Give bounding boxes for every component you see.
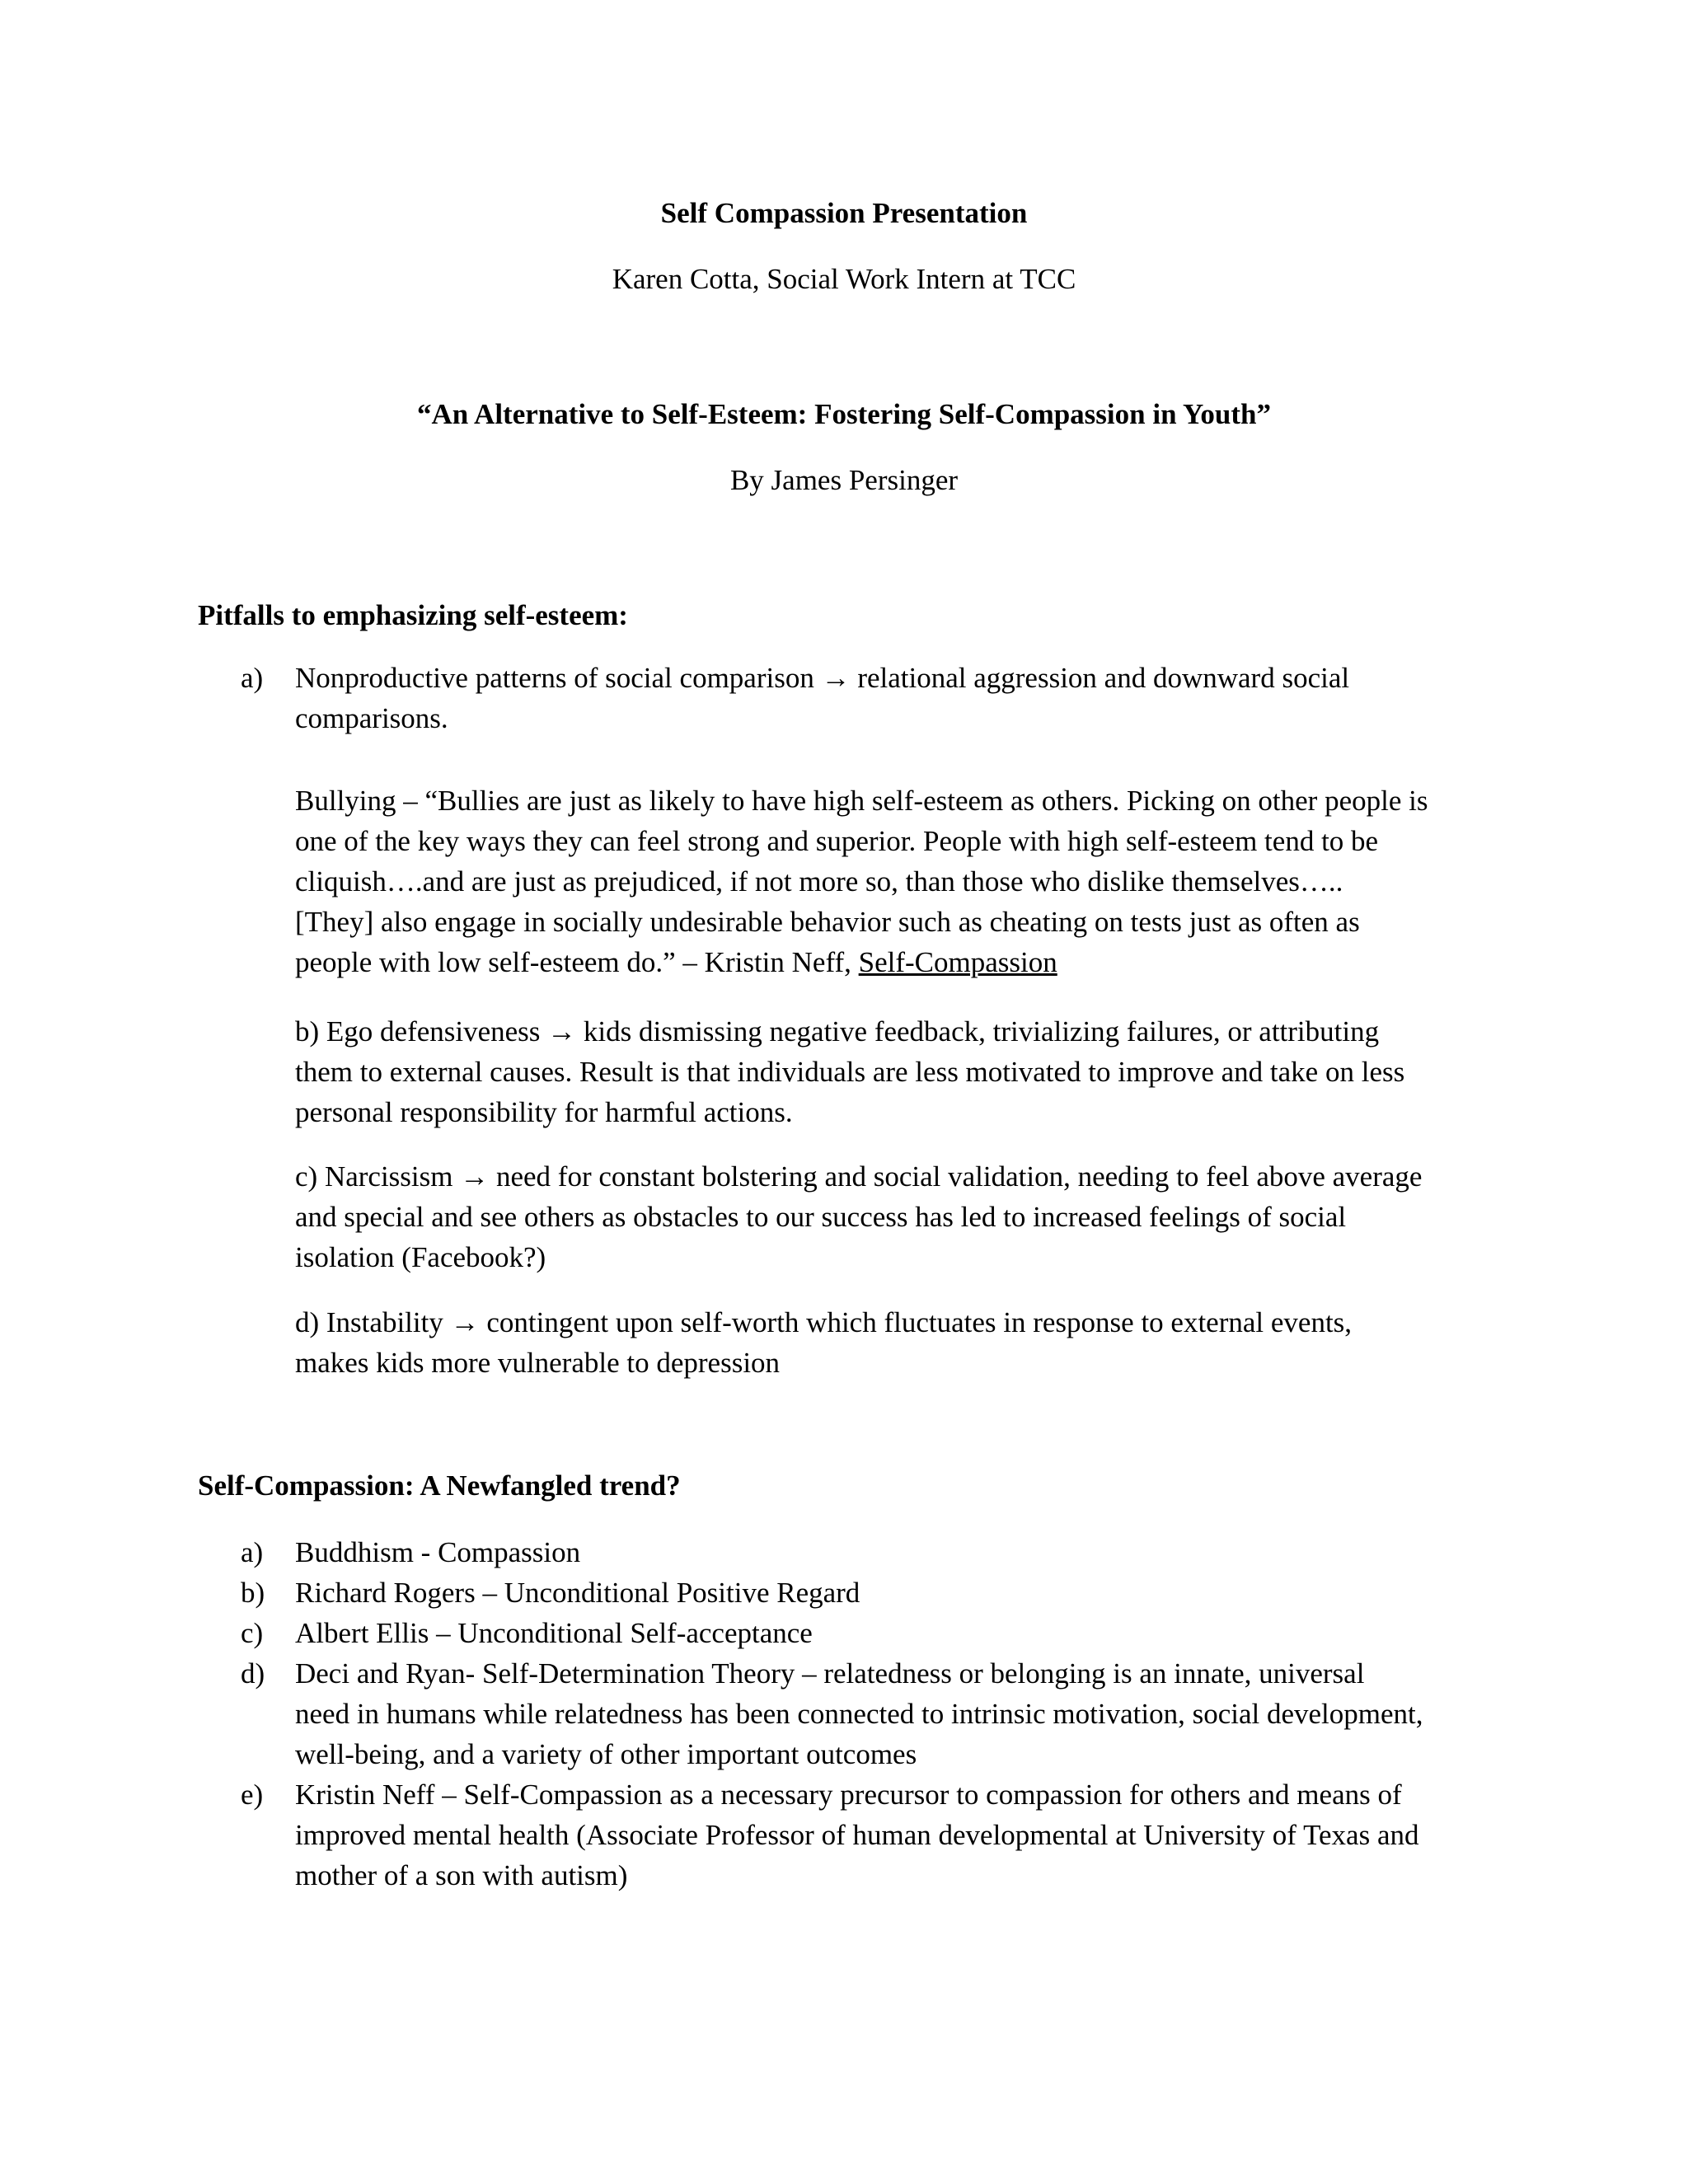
bullying-line-5 [295,942,1507,982]
trend-d-line-1: Deci and Ryan- Self-Determination Theory – relatedness or belonging is an innate, universal [295,1657,1365,1690]
list-marker: a) [241,1536,264,1568]
pitfall-d-line-1: d) Instability → contingent upon self-worth which fluctuates in response to external events, [295,1306,1353,1338]
trend-c-line-1: Albert Ellis – Unconditional Self-acceptance [295,1617,813,1649]
pitfall-a-line-1: Nonproductive patterns of social comparison → relational aggression and downward social [295,662,1350,694]
trend-e-line-1: Kristin Neff – Self-Compassion as a necessary precursor to compassion for others and means of [295,1779,1402,1811]
bullying-line-1: Bullying – “Bullies are just as likely to have high self-esteem as others. Picking on other people is [295,785,1428,817]
list-marker: e) [241,1779,264,1811]
article-title: “An Alternative to Self-Esteem: Fostering Self-Compassion in Youth” [416,398,1271,430]
pitfall-c-line-1: c) Narcissism → need for constant bolstering and social validation, needing to feel above average [295,1160,1423,1193]
list-marker: d) [241,1657,265,1690]
bullying-quote-paragraph [295,780,1507,982]
bullying-line-4: [They] also engage in socially undesirable behavior such as cheating on tests just as often as [295,906,1360,938]
book-citation: Self-Compassion [858,946,1057,978]
list-marker: b) [241,1577,265,1609]
trend-e-line-2: improved mental health (Associate Professor of human developmental at University of Texas and [295,1819,1419,1851]
pitfall-b-line-3: personal responsibility for harmful actions. [295,1096,793,1128]
pitfall-d-line-2: makes kids more vulnerable to depression [295,1347,781,1379]
trend-a-line-1: Buddhism - Compassion [295,1536,581,1568]
bullying-line-5-text: people with low self-esteem do.” – Kristin Neff, [295,946,859,978]
pitfall-a-line-2: comparisons. [295,702,448,734]
trend-d-line-3: well-being, and a variety of other important outcomes [295,1738,917,1770]
pitfall-c-line-3: isolation (Facebook?) [295,1241,546,1273]
section-heading-trend: Self-Compassion: A Newfangled trend? [198,1469,681,1502]
trend-d-line-2: need in humans while relatedness has been connected to intrinsic motivation, social development, [295,1698,1423,1730]
presenter-line: Karen Cotta, Social Work Intern at TCC [612,263,1076,295]
trend-b-line-1: Richard Rogers – Unconditional Positive Regard [295,1577,860,1609]
pitfall-paragraph-b [295,1011,1507,1132]
pitfall-paragraph-c [295,1156,1507,1277]
list-marker: c) [241,1617,264,1649]
pitfall-c-line-2: and special and see others as obstacles to our success has led to increased feelings of social [295,1201,1347,1233]
bullying-line-2: one of the key ways they can feel strong and superior. People with high self-esteem tend to be [295,825,1379,857]
pitfall-b-line-2: them to external causes. Result is that individuals are less motivated to improve and take on less [295,1056,1405,1088]
bullying-line-3: cliquish….and are just as prejudiced, if not more so, than those who dislike themselves….. [295,865,1343,898]
pitfall-paragraph-d [295,1302,1507,1383]
document-title: Self Compassion Presentation [660,197,1028,229]
section-heading-pitfalls: Pitfalls to emphasizing self-esteem: [198,599,628,631]
trend-e-line-3: mother of a son with autism) [295,1859,628,1891]
article-byline: By James Persinger [729,464,959,496]
list-marker: a) [241,662,264,694]
pitfall-b-line-1: b) Ego defensiveness → kids dismissing negative feedback, trivializing failures, or attributing [295,1015,1380,1047]
